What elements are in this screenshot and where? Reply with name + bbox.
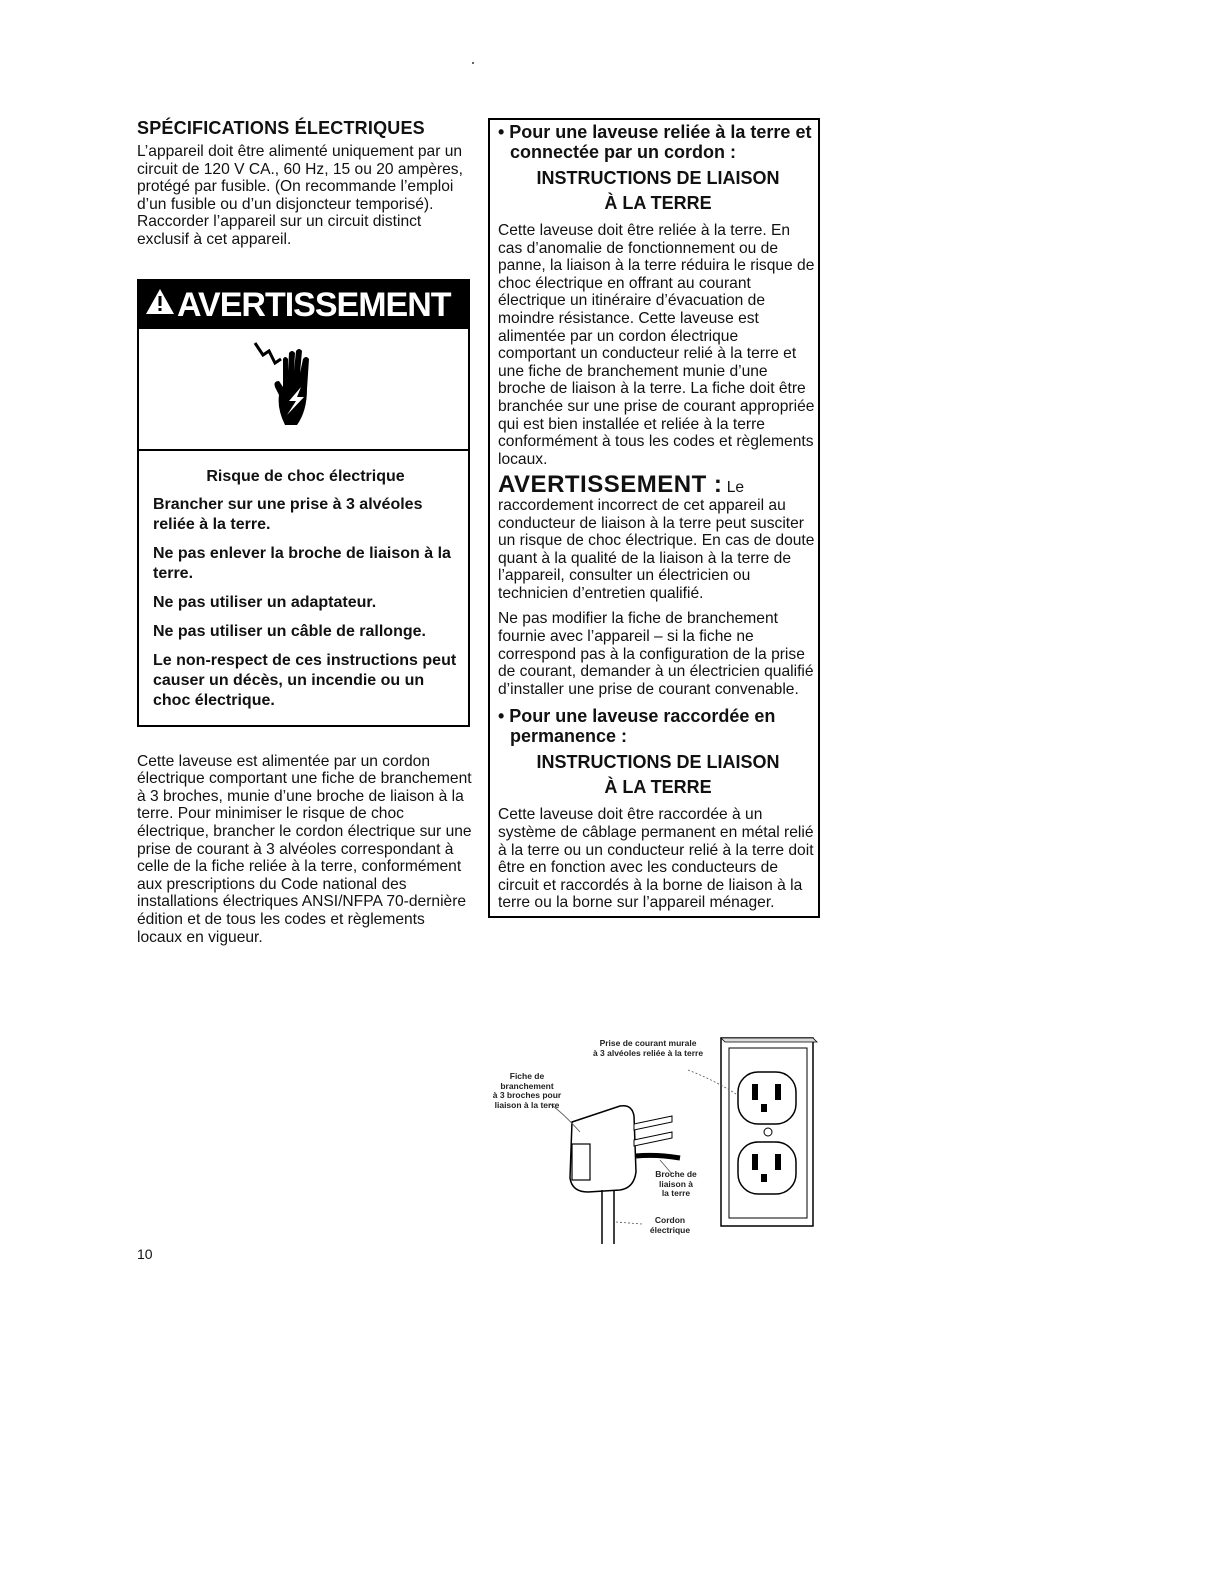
electrical-specs-text: L’appareil doit être alimenté uniquement par un circuit de 120 V CA., 60 Hz, 15 ou 20 ampères, protégé par fusible. (On recommande l’emploi d’un fusible ou d’un disjoncteur temporisé). Raccorder l’appareil sur un circuit distinct exclusif à cet appareil. <box>137 143 463 248</box>
right-column <box>488 118 818 918</box>
power-cord-label-line2: électrique <box>649 1224 691 1235</box>
warning-box <box>137 279 470 727</box>
grounding-title-1-line1: INSTRUCTIONS DE LIAISON <box>536 168 780 188</box>
grounding-pin-label-line2: liaison à <box>658 1178 693 1189</box>
warning-item: Ne pas utiliser un câble de rallonge. <box>153 622 426 640</box>
shock-hazard-area <box>139 329 468 451</box>
power-cord-text: Cette laveuse est alimentée par un cordon électrique comportant une fiche de branchement à 3 broches, munie d’une broche de liaison à la terre. Pour minimiser le risque de choc électrique, brancher le cordon électrique sur une prise de courant à 3 alvéoles correspondant à celle de la fiche reliée à la terre, conformément aux prescriptions du Code national des installations électriques ANSI/NFPA 70-dernière édition et de tous les codes et règlements locaux en vigueur. <box>137 752 472 946</box>
grounding-title-2-line1: INSTRUCTIONS DE LIAISON <box>536 752 780 773</box>
warning-item: Le non-respect de ces instructions peut causer un décès, un incendie ou un choc électrique. <box>153 651 457 709</box>
scan-speck <box>472 62 474 64</box>
warning-title: Risque de choc électrique <box>206 467 405 485</box>
left-column <box>137 118 472 946</box>
plug-label-line3: liaison à la terre <box>494 1099 560 1110</box>
grounding-title-2 <box>498 750 818 800</box>
warning-header-text: AVERTISSEMENT <box>177 285 451 324</box>
warning-paragraph-text: Le raccordement incorrect de cet appareil au conducteur de liaison à la terre peut susciter un risque de choc électrique. En cas de doute quant à la qualité de la liaison à la terre de l’appareil, consulter un électricien ou technicien d’entretien qualifié. <box>498 479 815 602</box>
plug-label <box>484 1072 570 1110</box>
grounding-pin-label <box>648 1170 704 1199</box>
grounding-title-2-line2: À LA TERRE <box>604 777 712 798</box>
cord-connected-heading: • Pour une laveuse reliée à la terre et connectée par un cordon : <box>498 122 812 162</box>
warning-item: Ne pas enlever la broche de liaison à la terre. <box>153 544 451 582</box>
warning-label: AVERTISSEMENT : <box>498 471 723 499</box>
warning-content <box>139 451 468 725</box>
grounding-title-1 <box>498 166 818 216</box>
outlet-label-line1: Prise de courant murale <box>599 1038 697 1048</box>
outlet-label <box>568 1039 728 1058</box>
power-cord-label <box>640 1216 700 1235</box>
warning-triangle-icon <box>145 281 175 328</box>
plug-label-line2: à 3 broches pour <box>492 1090 562 1100</box>
outlet-label-line2: à 3 alvéoles reliée à la terre <box>592 1047 704 1058</box>
outlet-plug-illustration <box>484 1032 820 1247</box>
permanent-connection-heading: • Pour une laveuse raccordée en permanence : <box>498 706 776 747</box>
warning-header <box>139 281 468 329</box>
plug-modification-paragraph: Ne pas modifier la fiche de branchement fournie avec l’appareil – si la fiche ne correspond pas à la configuration de la prise de courant, demander à un électricien qualifié d’installer une prise de courant convenable. <box>498 610 814 698</box>
grounding-title-1-line2: À LA TERRE <box>604 193 712 213</box>
grounding-paragraph-2: Cette laveuse doit être raccordée à un système de câblage permanent en métal relié à la terre ou un conducteur relié à la terre doit être en fonction avec les conducteurs de circuit et raccordés à la borne de liaison à la terre ou la borne sur l’appareil ménager. <box>498 806 814 912</box>
warning-item: Ne pas utiliser un adaptateur. <box>153 593 377 611</box>
grounding-pin-label-line3: la terre <box>661 1188 691 1198</box>
warning-item: Brancher sur une prise à 3 alvéoles reliée à la terre. <box>153 495 423 533</box>
grounded-outlet-diagram <box>484 1032 820 1247</box>
electrical-specs-heading: SPÉCIFICATIONS ÉLECTRIQUES <box>137 118 425 138</box>
grounding-paragraph-1: Cette laveuse doit être reliée à la terre. En cas d’anomalie de fonctionnement ou de panne, la liaison à la terre réduira le risque de choc électrique en offrant au courant électrique un itinéraire d’évacuation de moindre résistance. Cette laveuse est alimentée par un cordon électrique comportant un conducteur relié à la terre et une fiche de branchement munie d’une broche de liaison à la terre. La fiche doit être branchée sur une prise de courant appropriée qui est bien installée et reliée à la terre conformément à tous les codes et règlements locaux. <box>498 222 815 468</box>
grounding-instructions-box <box>488 118 820 918</box>
plug-label-line1: Fiche de branchement <box>500 1071 554 1091</box>
warning-paragraph <box>498 471 818 602</box>
grounding-pin-label-line1: Broche de <box>655 1169 697 1179</box>
page-number: 10 <box>137 1246 153 1262</box>
power-cord-label-line1: Cordon <box>654 1215 686 1225</box>
electric-shock-hand-icon <box>249 341 349 441</box>
